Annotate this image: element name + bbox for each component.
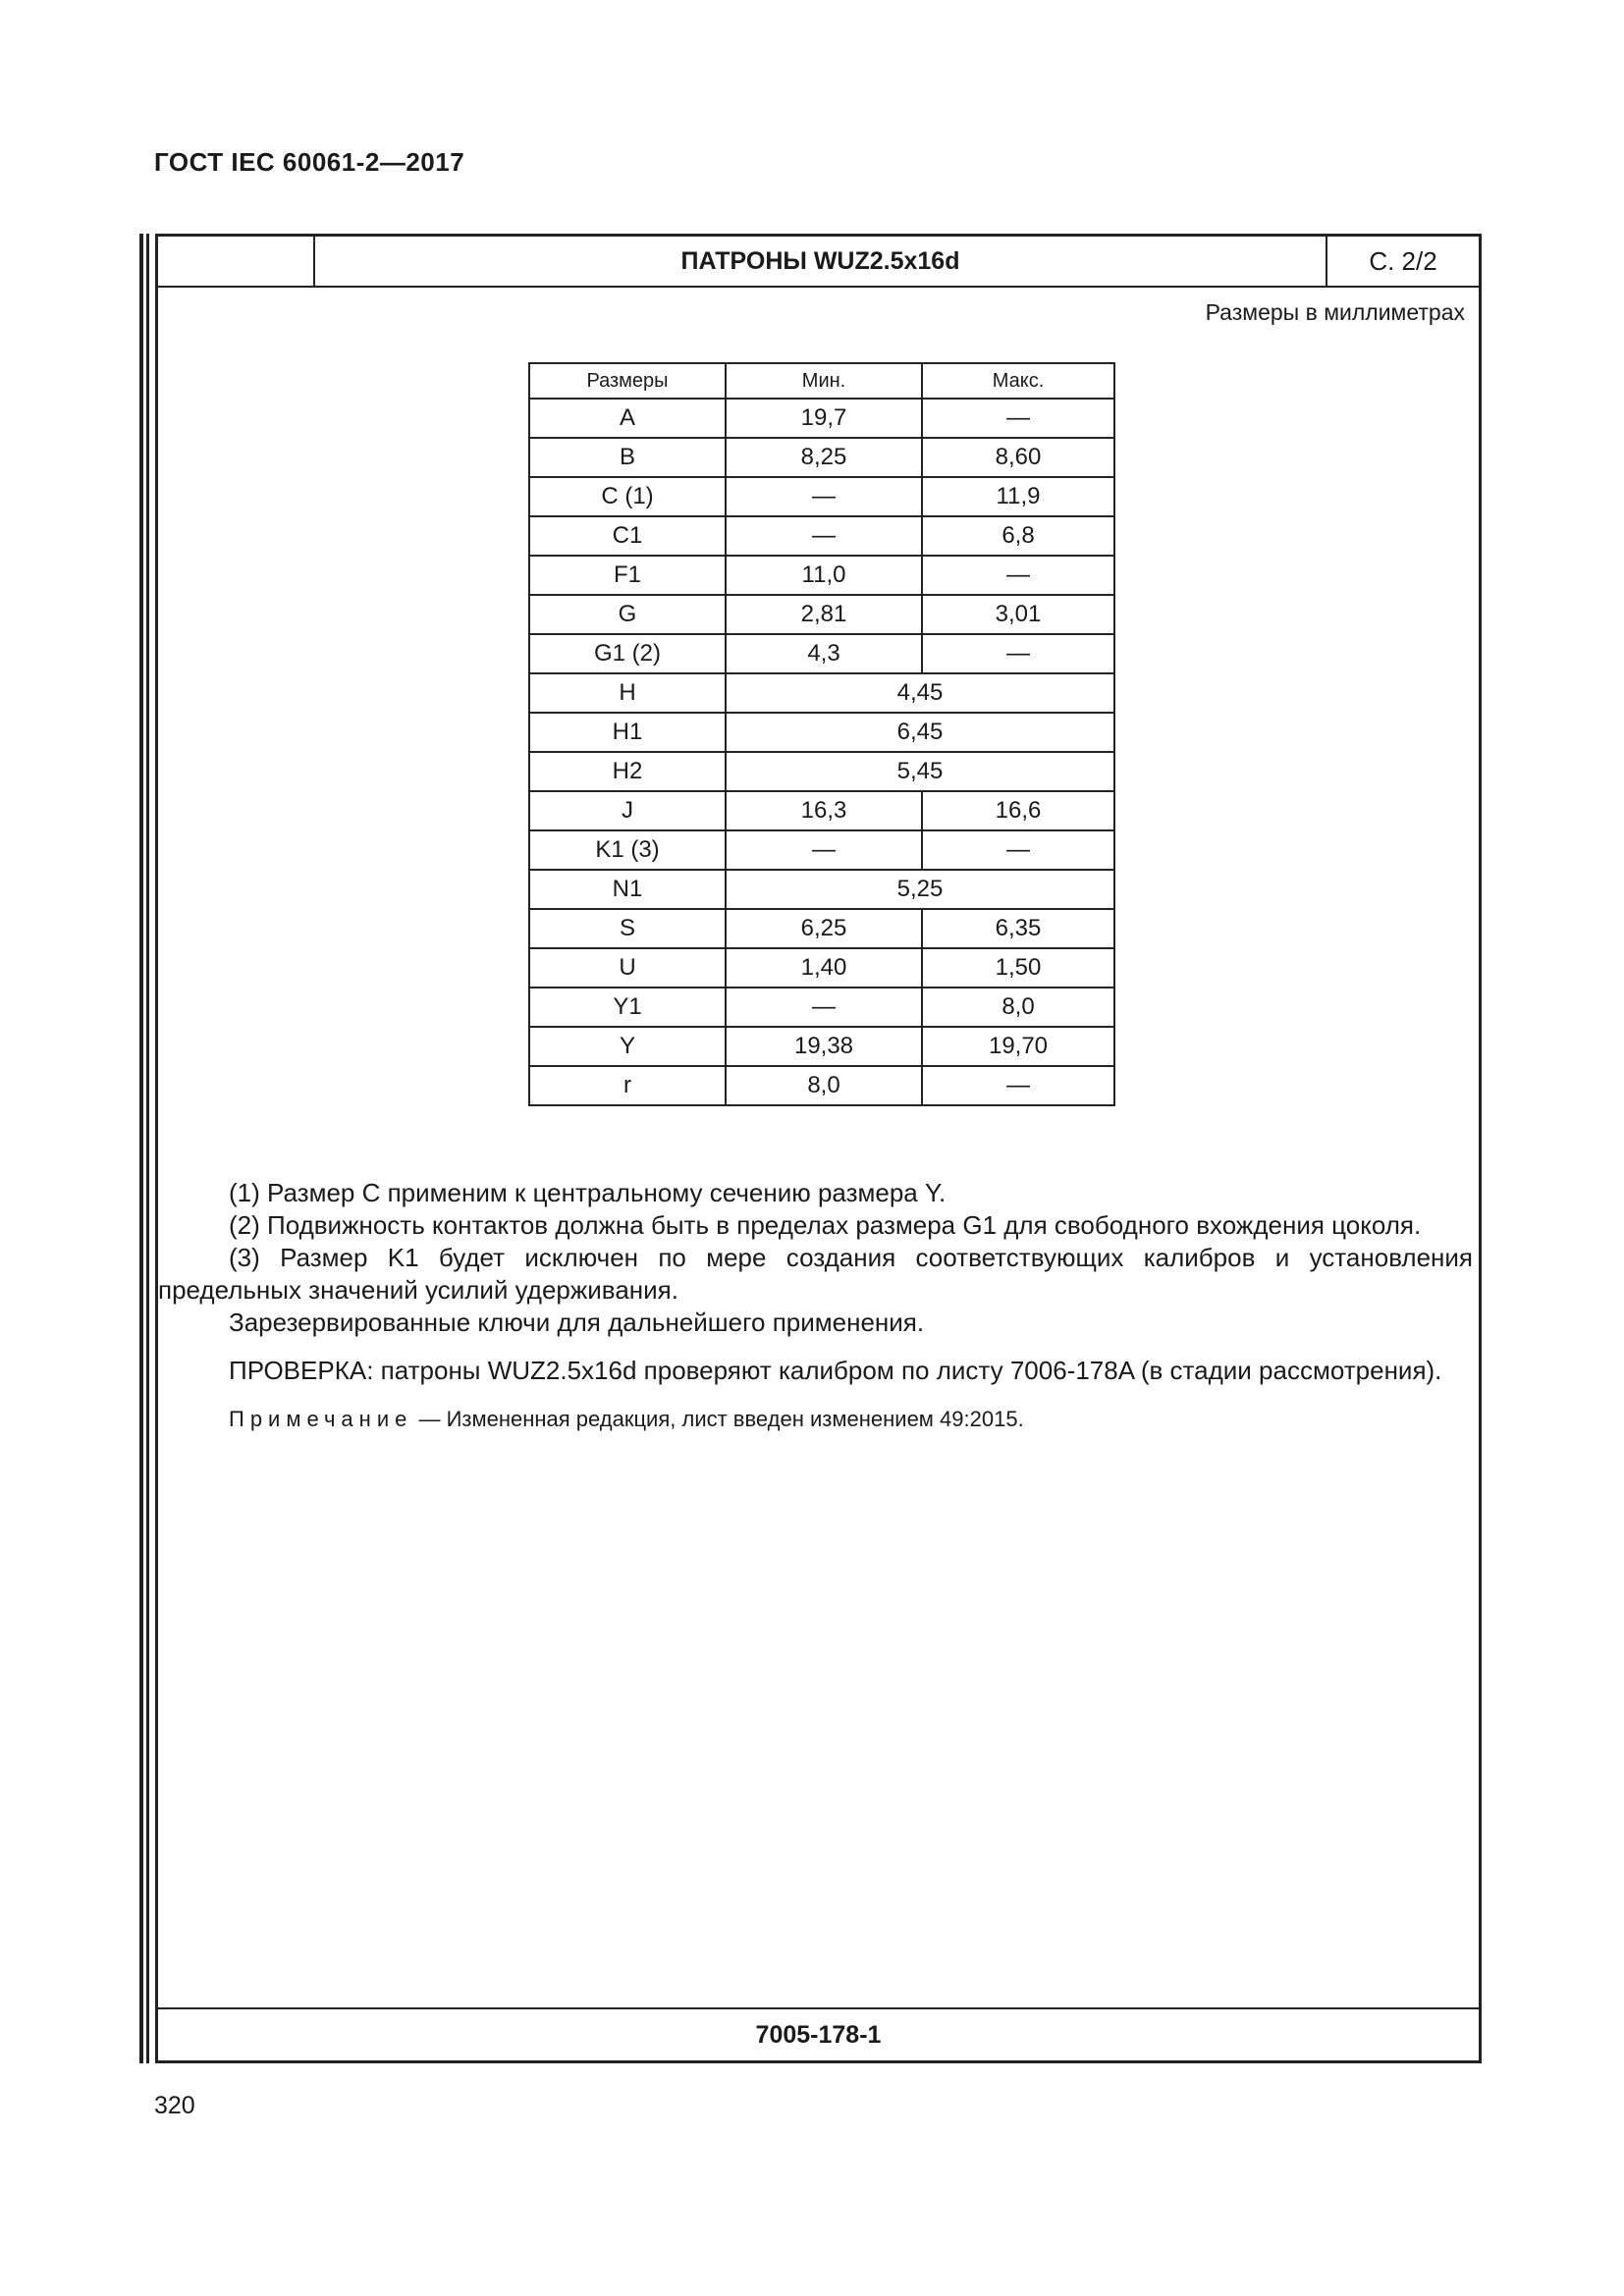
table-row (529, 1027, 1114, 1066)
title-blank-cell (158, 237, 315, 286)
sheet-title: ПАТРОНЫ WUZ2.5x16d (315, 237, 1327, 286)
table-row (529, 477, 1114, 516)
table-cell: 6,8 (922, 516, 1114, 556)
check-note: ПРОВЕРКА: патроны WUZ2.5x16d проверяют калибром по листу 7006-178A (в стадии рассмотрения). (229, 1356, 1442, 1385)
reserved-note: Зарезервированные ключи для дальнейшего применения. (229, 1308, 925, 1337)
table-row (529, 713, 1114, 752)
table-cell: r (529, 1066, 726, 1105)
table-cell: — (726, 477, 922, 516)
table-header-row (529, 363, 1114, 399)
table-cell: 11,0 (726, 556, 922, 595)
sheet-code: 7005-178-1 (158, 2007, 1479, 2060)
binding-line (139, 234, 143, 2063)
table-cell: 19,70 (922, 1027, 1114, 1066)
units-note: Размеры в миллиметрах (1205, 299, 1465, 325)
table-cell: 4,45 (726, 673, 1114, 713)
table-cell: 19,7 (726, 399, 922, 438)
table-cell: 11,9 (922, 477, 1114, 516)
table-row (529, 909, 1114, 948)
table-cell: K1 (3) (529, 830, 726, 870)
table-row (529, 830, 1114, 870)
footnote: (1) Размер C применим к центральному сечению размера Y. (229, 1178, 947, 1207)
table-row (529, 870, 1114, 909)
table-row (529, 988, 1114, 1027)
table-cell: 8,0 (726, 1066, 922, 1105)
column-header: Мин. (726, 363, 922, 399)
table-cell: — (922, 556, 1114, 595)
document-header: ГОСТ IEC 60061-2—2017 (154, 147, 465, 177)
table-cell: — (726, 988, 922, 1027)
table-cell: 8,60 (922, 438, 1114, 477)
table-cell: C1 (529, 516, 726, 556)
footnote: (3) Размер K1 будет исключен по мере создания соответствующих калибров и установления предельных значений усилий удерживания. (158, 1243, 1473, 1305)
table-cell: C (1) (529, 477, 726, 516)
table-cell: 4,3 (726, 634, 922, 673)
table-cell: 2,81 (726, 595, 922, 634)
table-row (529, 438, 1114, 477)
title-row (158, 237, 1479, 288)
binding-line (146, 234, 149, 2063)
footnote: (2) Подвижность контактов должна быть в пределах размера G1 для свободного вхождения цоколя. (229, 1210, 1422, 1240)
table-cell: G (529, 595, 726, 634)
table-cell: — (922, 830, 1114, 870)
table-cell: 1,50 (922, 948, 1114, 988)
table-cell: — (922, 634, 1114, 673)
table-row (529, 673, 1114, 713)
table-cell: H1 (529, 713, 726, 752)
table-cell: 6,35 (922, 909, 1114, 948)
table-cell: 5,25 (726, 870, 1114, 909)
column-header: Размеры (529, 363, 726, 399)
table-cell: — (922, 1066, 1114, 1105)
table-row (529, 516, 1114, 556)
table-cell: 16,6 (922, 791, 1114, 830)
table-cell: — (922, 399, 1114, 438)
table-cell: B (529, 438, 726, 477)
table-cell: J (529, 791, 726, 830)
remark-text: — Измененная редакция, лист введен изменением 49:2015. (412, 1407, 1024, 1431)
table-row (529, 634, 1114, 673)
table-cell: U (529, 948, 726, 988)
table-cell: 5,45 (726, 752, 1114, 791)
table-row (529, 399, 1114, 438)
column-header: Макс. (922, 363, 1114, 399)
table-cell: 19,38 (726, 1027, 922, 1066)
table-cell: S (529, 909, 726, 948)
remark (158, 1403, 1473, 1435)
table-row (529, 595, 1114, 634)
table-cell: 16,3 (726, 791, 922, 830)
sheet-page: С. 2/2 (1369, 246, 1437, 276)
table-cell: A (529, 399, 726, 438)
table-cell: 6,25 (726, 909, 922, 948)
page-number: 320 (154, 2092, 195, 2119)
table-cell: H2 (529, 752, 726, 791)
table-cell: Y1 (529, 988, 726, 1027)
table-cell: G1 (2) (529, 634, 726, 673)
table-cell: 3,01 (922, 595, 1114, 634)
table-row (529, 752, 1114, 791)
notes-block (158, 1177, 1473, 1435)
table-cell: N1 (529, 870, 726, 909)
remark-label: Примечание (229, 1407, 413, 1431)
table-row (529, 1066, 1114, 1105)
table-cell: — (726, 516, 922, 556)
table-cell: 1,40 (726, 948, 922, 988)
table-cell: 6,45 (726, 713, 1114, 752)
table-cell: — (726, 830, 922, 870)
table-row (529, 948, 1114, 988)
sheet-frame (155, 234, 1482, 2063)
table-row (529, 791, 1114, 830)
table-row (529, 556, 1114, 595)
table-cell: 8,25 (726, 438, 922, 477)
dimensions-table (528, 362, 1115, 1106)
table-cell: Y (529, 1027, 726, 1066)
table-cell: F1 (529, 556, 726, 595)
table-cell: H (529, 673, 726, 713)
table-cell: 8,0 (922, 988, 1114, 1027)
